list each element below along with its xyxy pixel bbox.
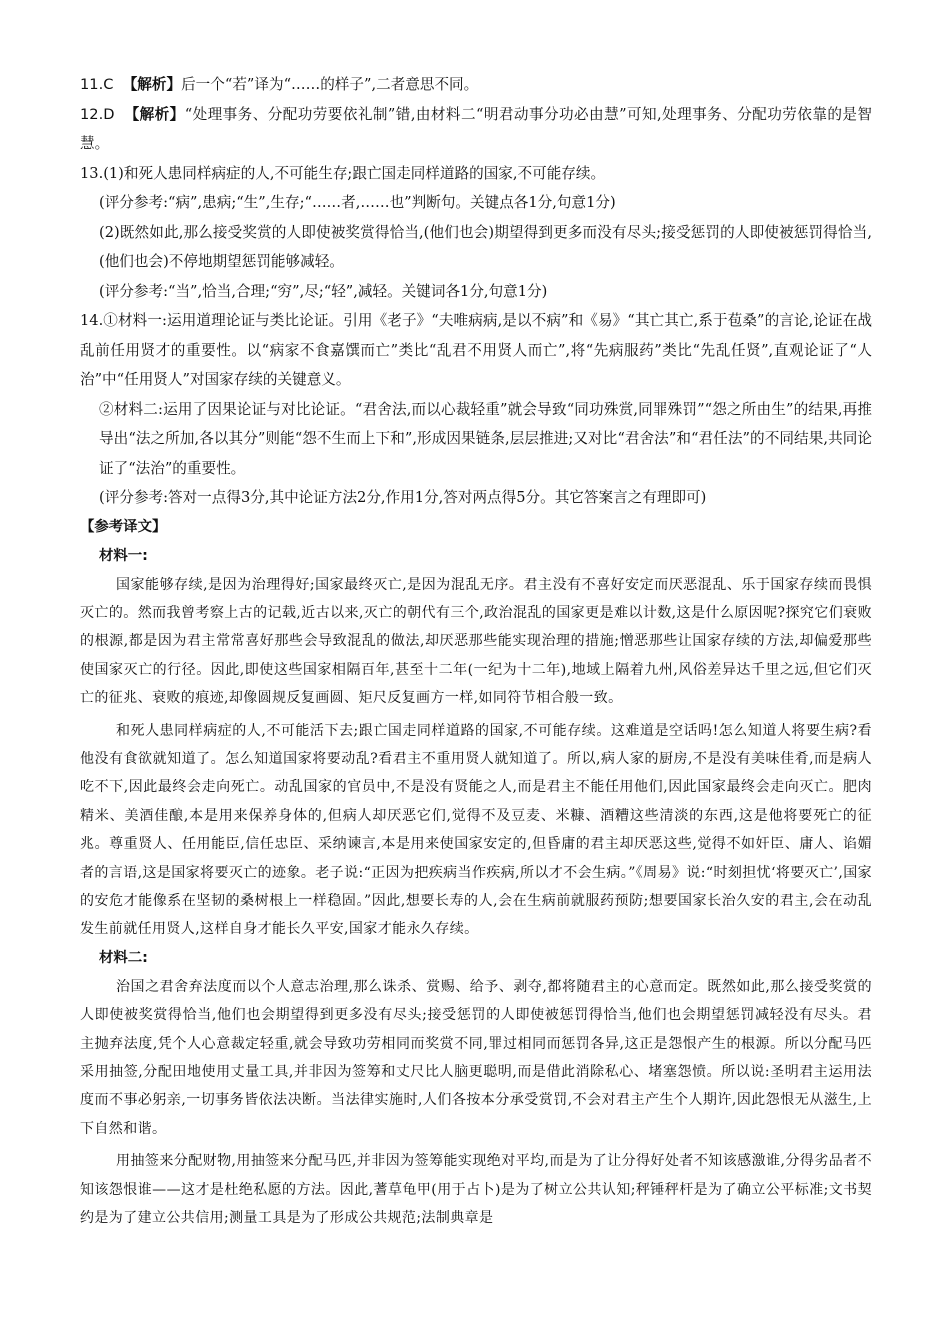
translation-heading: 【参考译文】	[80, 518, 167, 535]
material-1-title: 材料一:	[99, 547, 148, 564]
answer-13-scoring1: (评分参考:“病”,患病;“生”,生存;“……者,……也”判断句。关键点各1分,句意1分)	[99, 194, 616, 211]
answer-page	[80, 70, 872, 1232]
material-2-paragraph-2: 用抽签来分配财物,用抽签来分配马匹,并非因为签筹能实现绝对平均,而是为了让分得好处者不知该感激谁,分得劣品者不知该怨恨谁——这才是杜绝私愿的方法。因此,蓍草龟甲(用于占卜)是为了树立公共认知;秤锤秤杆是为了确立公平标准;文书契约是为了建立公共信用;测量工具是为了形成公共规范;法制典章是	[80, 1153, 872, 1227]
answer-14-point1: 14.①材料一:运用道理论证与类比论证。引用《老子》“夫唯病病,是以不病”和《易》“其亡其亡,系于苞桑”的言论,论证在战乱前任用贤才的重要性。以“病家不食嘉馔而亡”类比“乱君不用贤人而亡”,将“先病服药”类比“先乱任贤”,直观论证了“人治”中“任用贤人”对国家存续的关键意义。	[80, 312, 872, 388]
analysis-text: 后一个“若”译为“……的样子”,二者意思不同。	[181, 76, 479, 93]
answer-12	[80, 100, 872, 159]
material-2-title: 材料二:	[99, 949, 148, 966]
material-1-paragraph-2: 和死人患同样病症的人,不可能活下去;跟亡国走同样道路的国家,不可能存续。这难道是空话吗!怎么知道人将要生病?看他没有食欲就知道了。怎么知道国家将要动乱?看君主不重用贤人就知道了。所以,病人家的厨房,不是没有美味佳肴,而是病人吃不下,因此最终会走向死亡。动乱国家的官员中,不是没有贤能之人,而是君主不能任用他们,因此国家最终会走向灭亡。肥肉精米、美酒佳酿,本是用来保养身体的,但病人却厌恶它们,觉得不及豆麦、米糠、酒糟这些清淡的东西,这是他将要死亡的征兆。尊重贤人、任用能臣,信任忠臣、采纳谏言,本是用来使国家安定的,但昏庸的君主却厌恶这些,觉得不如奸臣、庸人、谄媚者的言语,这是国家将要灭亡的迹象。老子说:“正因为把疾病当作疾病,所以才不会生病。”《周易》说:“时刻担忧‘将要灭亡’,国家的安危才能像系在坚韧的桑树根上一样稳固。”因此,想要长寿的人,会在生病前就服药预防;想要国家长治久安的君主,会在动乱发生前就任用贤人,这样自身才能长久平安,国家才能永久存续。	[80, 722, 872, 938]
material-1-paragraph-1: 国家能够存续,是因为治理得好;国家最终灭亡,是因为混乱无序。君主没有不喜好安定而厌恶混乱、乐于国家存续而畏惧灭亡的。然而我曾考察上古的记载,近古以来,灭亡的朝代有三个,政治混乱的国家更是难以计数,这是什么原因呢?探究它们衰败的根源,都是因为君主常常喜好那些会导致混乱的做法,却厌恶那些能实现治理的措施;憎恶那些让国家存续的方法,却偏爱那些使国家灭亡的行径。因此,即使这些国家相隔百年,甚至十二年(一纪为十二年),地域上隔着九州,风俗差异达千里之远,但它们灭亡的征兆、衰败的痕迹,却像圆规反复画圆、矩尺反复画方一样,如同符节相合般一致。	[80, 576, 872, 707]
answer-11	[80, 70, 872, 100]
analysis-tag: 【解析】	[122, 76, 182, 93]
analysis-tag: 【解析】	[124, 105, 185, 123]
answer-13-scoring2: (评分参考:“当”,恰当,合理;“穷”,尽;“轻”,减轻。关键词各1分,句意1分)	[99, 282, 548, 300]
material-2-paragraph-1: 治国之君舍弃法度而以个人意志治理,那么诛杀、赏赐、给予、剥夺,都将随君主的心意而定。既然如此,那么接受奖赏的人即使被奖赏得恰当,他们也会期望得到更多没有尽头;接受惩罚的人即使被惩罚得恰当,他们也会期望惩罚减轻没有尽头。君主抛弃法度,凭个人心意裁定轻重,就会导致功劳相同而奖赏不同,罪过相同而惩罚各异,这正是怨恨产生的根源。所以分配马匹采用抽签,分配田地使用丈量工具,并非因为签筹和丈尺比人脑更聪明,而是借此消除私心、堵塞怨愤。所以说:圣明君主运用法度而不事必躬亲,一切事务皆依法决断。当法律实施时,人们各按本分承受赏罚,不会对君主产生个人期许,因此怨恨无从滋生,上下自然和谐。	[80, 978, 872, 1137]
answer-14-scoring: (评分参考:答对一点得3分,其中论证方法2分,作用1分,答对两点得5分。其它答案言之有理即可)	[99, 489, 707, 506]
answer-13-part2: (2)既然如此,那么接受奖赏的人即使被奖赏得恰当,(他们也会)期望得到更多而没有尽头;接受惩罚的人即使被惩罚得恰当,(他们也会)不停地期望惩罚能够减轻。	[99, 223, 872, 270]
answer-number: 11.C	[80, 76, 114, 93]
answer-13-part1: 13.(1)和死人患同样病症的人,不可能生存;跟亡国走同样道路的国家,不可能存续。	[80, 164, 606, 182]
analysis-text: “处理事务、分配功劳要依礼制”错,由材料二“明君动事分功必由慧”可知,处理事务、分配功劳依靠的是智慧。	[80, 105, 872, 152]
answer-14-point2: ②材料二:运用了因果论证与对比论证。“君舍法,而以心裁轻重”就会导致“同功殊赏,同罪殊罚”“怨之所由生”的结果,再推导出“法之所加,各以其分”则能“怨不生而上下和”,形成因果链条,层层推进;又对比“君舍法”和“君任法”的不同结果,共同论证了“法治”的重要性。	[99, 400, 872, 477]
answer-number: 12.D	[80, 105, 115, 123]
